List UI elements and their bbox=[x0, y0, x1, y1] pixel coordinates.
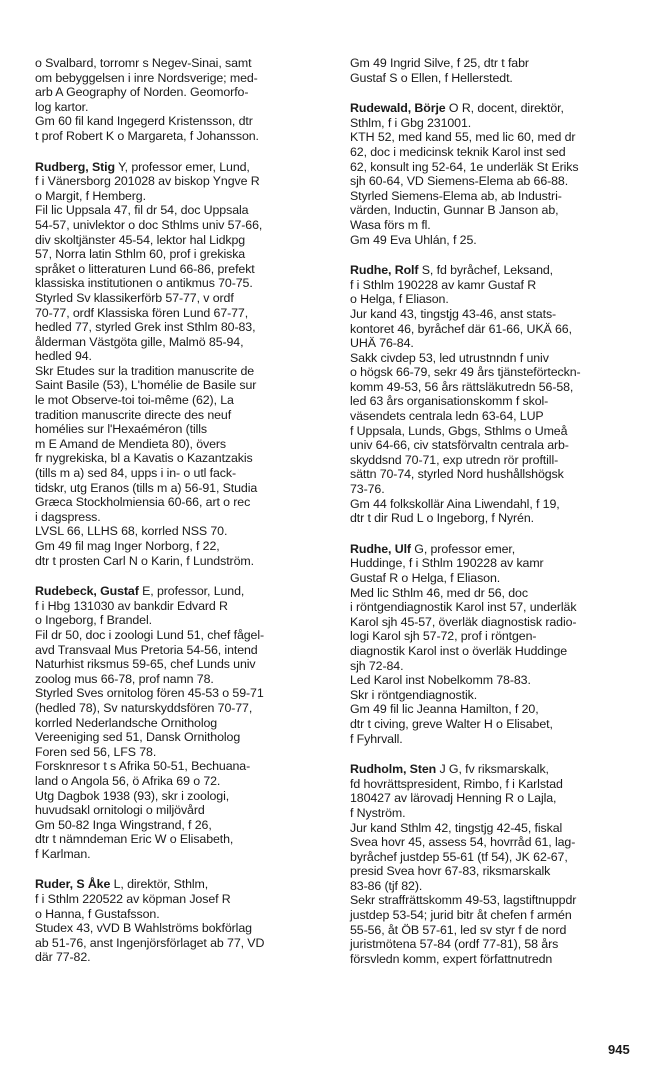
entry-paragraph: Skr i röntgendiagnostik. bbox=[350, 687, 478, 702]
biography-entry bbox=[35, 160, 335, 569]
entry-given-name: Börje bbox=[414, 101, 446, 116]
entry-header bbox=[350, 263, 650, 307]
entry-header-text: O R, docent, direktör, Sthlm, f i Gbg 231001. bbox=[350, 101, 564, 130]
entry-header-text: G, professor emer, Huddinge, f i Sthlm 190228 av kamr Gustaf R o Helga, f Eliason. bbox=[350, 541, 544, 585]
entry-paragraph: Fil lic Uppsala 47, fil dr 54, doc Uppsala 54-57, univlektor o doc Sthlms univ 57-66, div skoltjänster 45-54, lektor hal Lidkpg 57, Norra latin Sthlm 60, prof i grekiska språket o litteraturen Lund 66-86, prefekt klassiska institutionen o antikmus 70-75. Styrled Sv klassikerförb 57-77, v ordf 70-77, ordf Klassiska fören Lund 67-77, hedled 77, styrled Grek inst Sthlm 80-83, ålderman Västgöta gille, Malmö 85-94, hedled 94. bbox=[35, 203, 263, 364]
entry-given-name: Gustaf bbox=[100, 584, 139, 599]
entry-surname: Rudewald, bbox=[350, 101, 412, 116]
entry-paragraph: o Svalbard, torromr s Negev-Sinai, samt om bebyggelsen i inre Nordsverige; med- arb A Geography of Norden. Geomorfo- log kartor. bbox=[35, 56, 258, 114]
biography-entry bbox=[35, 584, 335, 861]
entry-surname: Rudhe, bbox=[350, 541, 392, 556]
biography-entry bbox=[350, 542, 650, 746]
page-number: 945 bbox=[608, 1042, 630, 1057]
entry-surname: Ruder, bbox=[35, 877, 73, 892]
entry-paragraph: Sekr straffrättskomm 49-53, lagstiftnuppdr justdep 53-54; jurid bitr åt chefen f armén 55-56, åt ÖB 57-61, led sv styr f de nord juristmötena 57-84 (ordf 77-81), 58 års försvledn komm, expert författnutredn bbox=[350, 893, 577, 966]
entry-continuation bbox=[35, 56, 335, 144]
entry-paragraph: Gm 44 folkskollär Aina Liwendahl, f 19, dtr t dir Rud L o Ingeborg, f Nyrén. bbox=[350, 496, 560, 526]
left-column bbox=[35, 56, 335, 981]
entry-paragraph: KTH 52, med kand 55, med lic 60, med dr 62, doc i medicinsk teknik Karol inst sed 62, konsult ing 52-64, 1e underläk St Eriks sjh 60-64, VD Siemens-Elema ab 66-88. Styrled Siemens-Elema ab, ab Industri- värden, Inductin, Gunnar B Janson ab, Wasa förs m fl. bbox=[350, 130, 579, 232]
entry-header bbox=[350, 101, 650, 130]
entry-given-name: S Åke bbox=[76, 877, 111, 892]
entry-header bbox=[350, 542, 650, 586]
entry-header bbox=[350, 762, 650, 820]
right-column bbox=[350, 56, 650, 982]
entry-paragraph: Gm 50-82 Inga Wingstrand, f 26, dtr t nämndeman Eric W o Elisabeth, f Karlman. bbox=[35, 817, 234, 861]
entry-given-name: Sten bbox=[409, 762, 437, 777]
entry-paragraph: Gm 49 fil lic Jeanna Hamilton, f 20, dtr t civing, greve Walter H o Elisabet, f Fyhrvall. bbox=[350, 702, 553, 746]
entry-header bbox=[35, 877, 335, 921]
biography-entry bbox=[350, 263, 650, 526]
entry-paragraph: Fil dr 50, doc i zoologi Lund 51, chef fågel- avd Transvaal Mus Pretoria 54-56, intend Naturhist riksmus 59-65, chef Lunds univ zoolog mus 66-78, prof namn 78. bbox=[35, 627, 264, 686]
entry-paragraph: Gm 49 Ingrid Silve, f 25, dtr t fabr Gustaf S o Ellen, f Hellerstedt. bbox=[350, 56, 529, 85]
entry-continuation bbox=[350, 56, 650, 85]
entry-surname: Rudberg, bbox=[35, 159, 89, 174]
entry-surname: Rudhe, bbox=[350, 263, 392, 278]
entry-paragraph: Studex 43, vVD B Wahlströms bokförlag ab 51-76, anst Ingenjörsförlaget ab 77, VD där 77-82. bbox=[35, 921, 265, 965]
entry-header-text: S, fd byråchef, Leksand, f i Sthlm 190228 av kamr Gustaf R o Helga, f Eliason. bbox=[350, 263, 553, 307]
biography-entry bbox=[350, 101, 650, 247]
entry-given-name: Ulf bbox=[394, 541, 411, 556]
entry-paragraph: Jur kand Sthlm 42, tingstjg 42-45, fiskal Svea hovr 45, assess 54, hovrråd 61, lag- byråchef justdep 55-61 (tf 54), JK 62-67, presid Svea hovr 67-83, riksmarskalk 83-86 (tjf 82). bbox=[350, 820, 576, 893]
entry-paragraph: Gm 60 fil kand Ingegerd Kristensson, dtr t prof Robert K o Margareta, f Johansson. bbox=[35, 114, 259, 143]
entry-paragraph: Forsknresor t s Afrika 50-51, Bechuana- land o Angola 56, ö Afrika 69 o 72. bbox=[35, 759, 251, 788]
entry-paragraph: Skr Etudes sur la tradition manuscrite de Saint Basile (53), L'homélie de Basile sur le mot Observe-toi toi-même (62), La tradition manuscrite directe des neuf homélies sur l'Hexaéméron (tills m E Amand de Mendieta 80), övers fr nygrekiska, bl a Kavatis o Kazantzakis (tills m a) sed 84, upps i in- o utl fack- tidskr, utg Eranos (tills m a) 56-91, Studia Græca Stockholmiensia 60-66, art o rec i dagspress. bbox=[35, 363, 258, 524]
entry-paragraph: Jur kand 43, tingstjg 43-46, anst stats- kontoret 46, byråchef där 61-66, UKÄ 66, UHÄ 76-84. bbox=[350, 306, 572, 351]
entry-paragraph: Gm 49 Eva Uhlán, f 25. bbox=[350, 232, 477, 247]
entry-header-text: Y, professor emer, Lund, f i Vänersborg 201028 av biskop Yngve R o Margit, f Hemberg. bbox=[35, 159, 260, 203]
entry-paragraph: Gm 49 fil mag Inger Norborg, f 22, dtr t prosten Carl N o Karin, f Lundström. bbox=[35, 539, 254, 568]
biography-entry bbox=[350, 762, 650, 966]
entry-surname: Rudebeck, bbox=[35, 584, 97, 599]
entry-header bbox=[35, 584, 335, 628]
entry-header bbox=[35, 160, 335, 204]
entry-given-name: Rolf bbox=[394, 263, 419, 278]
entry-paragraph: Utg Dagbok 1938 (93), skr i zoologi, huvudsakl ornitologi o miljövård bbox=[35, 788, 230, 818]
entry-header-text: E, professor, Lund, f i Hbg 131030 av bankdir Edvard R o Ingeborg, f Brandel. bbox=[35, 584, 245, 628]
entry-paragraph: Med lic Sthlm 46, med dr 56, doc i röntgendiagnostik Karol inst 57, underläk Karol sjh 45-57, överläk diagnostisk radio- logi Karol sjh 57-72, prof i röntgen- diagnostik Karol inst o överläk Huddinge sjh 72-84. bbox=[350, 585, 577, 673]
entry-paragraph: Led Karol inst Nobelkomm 78-83. bbox=[350, 673, 531, 688]
entry-header-text: J G, fv riksmarskalk, fd hovrättspresident, Rimbo, f i Karlstad 180427 av lärovadj Henning R o Lajla, f Nyström. bbox=[350, 762, 563, 820]
entry-surname: Rudholm, bbox=[350, 762, 407, 777]
entry-paragraph: Styrled Sves ornitolog fören 45-53 o 59-71 (hedled 78), Sv naturskyddsfören 70-77, korrled Nederlandsche Ornitholog Vereeniging sed 51, Dansk Ornitholog Foren sed 56, LFS 78. bbox=[35, 686, 264, 759]
entry-paragraph: LVSL 66, LLHS 68, korrled NSS 70. bbox=[35, 524, 228, 539]
biography-entry bbox=[35, 877, 335, 965]
entry-header-text: L, direktör, Sthlm, f i Sthlm 220522 av köpman Josef R o Hanna, f Gustafsson. bbox=[35, 877, 231, 921]
entry-given-name: Stig bbox=[91, 159, 115, 174]
entry-paragraph: Sakk civdep 53, led utrustnndn f univ o högsk 66-79, sekr 49 års tjänsteförteckn- komm 49-53, 56 års rättsläkutredn 56-58, led 63 års organisationskomm f skol- väsendets centrala ledn 63-64, LUP f Uppsala, Lunds, Gbgs, Sthlms o Umeå univ 64-66, civ statsförvaltn centrala arb- skyddsnd 70-71, exp utredn rör proftill- sättn 70-74, styrled Nord hushållshögsk 73-76. bbox=[350, 350, 581, 497]
